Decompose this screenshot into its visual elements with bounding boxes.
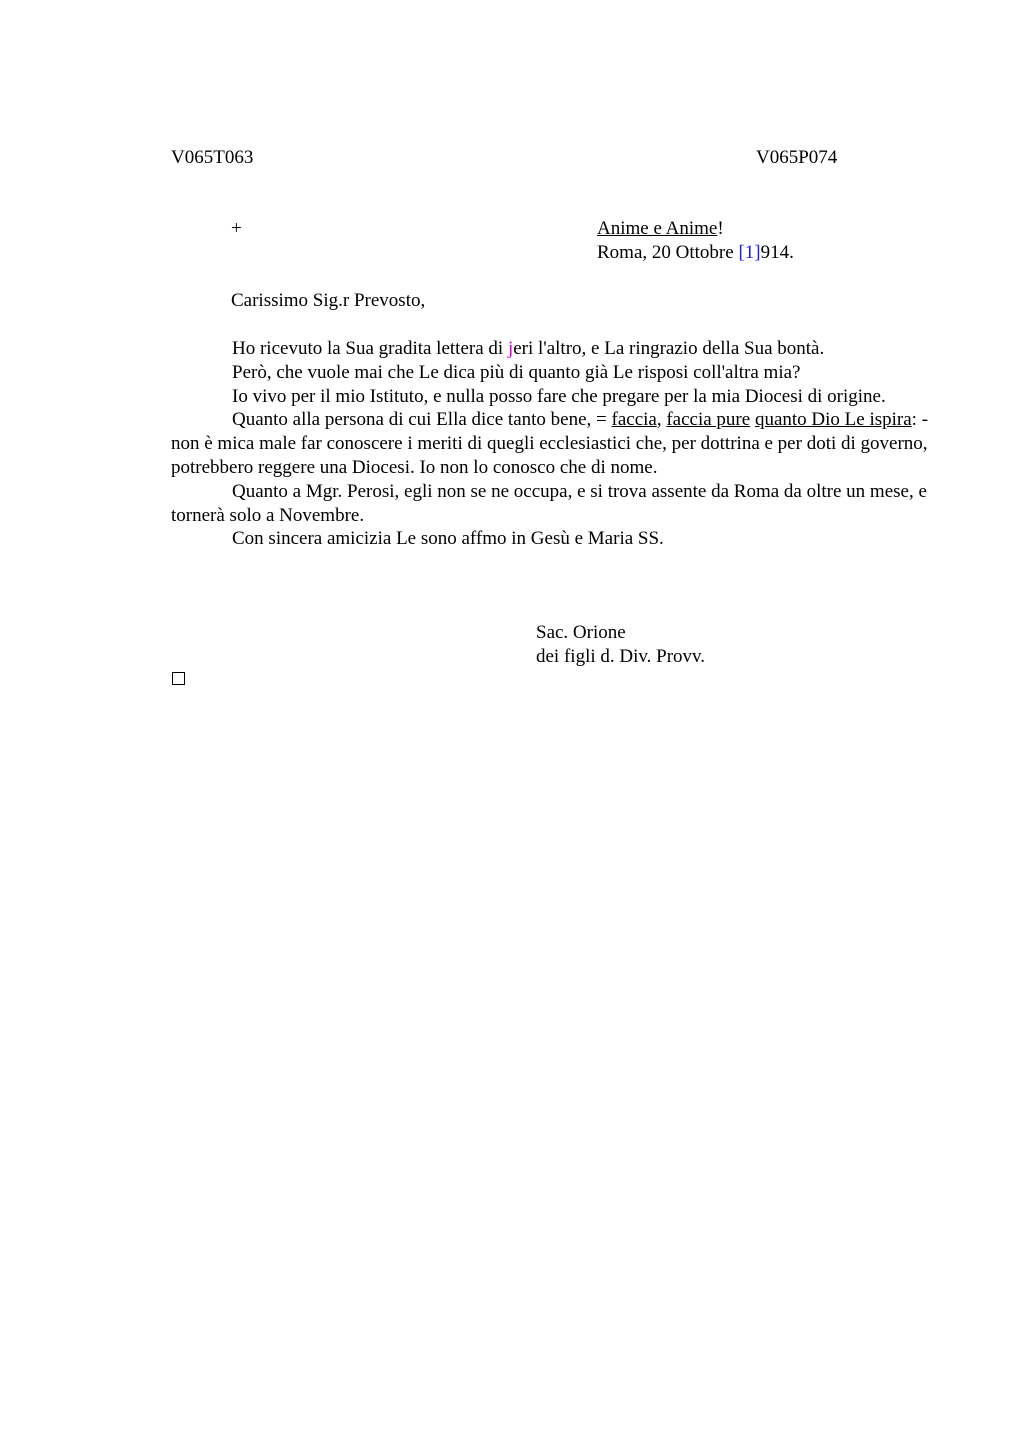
date-year-rest: 914. xyxy=(760,242,794,263)
paragraph-1 xyxy=(171,337,931,361)
motto xyxy=(597,217,724,241)
motto-underlined: Anime e Anime xyxy=(597,218,718,239)
signature-name: Sac. Orione xyxy=(536,622,626,643)
editor-bracket-open: [ xyxy=(738,242,745,263)
letter-body xyxy=(171,337,931,551)
paragraph-3: Io vivo per il mio Istituto, e nulla posso fare che pregare per la mia Diocesi di origine. xyxy=(232,385,886,407)
paragraph-4 xyxy=(171,408,931,479)
p1-text-a: Ho ricevuto la Sua gradita lettera di xyxy=(232,338,508,359)
document-code-right: V065P074 xyxy=(756,147,838,168)
signature-title: dei figli d. Div. Provv. xyxy=(536,646,706,667)
square-marker-icon xyxy=(172,672,185,685)
editor-bracket-close: ] xyxy=(754,242,761,263)
p4-underline-1: faccia xyxy=(611,409,657,431)
p1-highlight-j: j xyxy=(507,338,514,359)
p4-text-b: : - non è mica male far conoscere i meriti di quegli ecclesiastici che, per dottrina e per doti di governo, potrebbero reggere una Diocesi. Io non lo conosco che di nome. xyxy=(171,409,929,478)
editor-bracket-digit: 1 xyxy=(744,242,755,263)
p4-underline-3: quanto Dio Le ispira xyxy=(754,409,912,431)
salutation: Carissimo Sig.r Prevosto, xyxy=(231,290,426,311)
paragraph-2: Però, che vuole mai che Le dica più di quanto già Le risposi coll'altra mia? xyxy=(232,361,801,383)
date-place: Roma, 20 Ottobre xyxy=(597,242,739,263)
document-code-left: V065T063 xyxy=(171,147,254,168)
dateline xyxy=(597,241,794,265)
paragraph-6: Con sincera amicizia Le sono affmo in Gesù e Maria SS. xyxy=(232,528,664,550)
paragraph-5: Quanto a Mgr. Perosi, egli non se ne occupa, e si trova assente da Roma da oltre un mese, e tornerà solo a Novembre. xyxy=(171,480,927,526)
cross-mark: + xyxy=(231,218,242,239)
p4-comma: , xyxy=(656,409,667,431)
p4-underline-2: faccia pure xyxy=(666,409,751,431)
p1-text-b: eri l'altro, e La ringrazio della Sua bontà. xyxy=(513,338,825,359)
p4-text-a: Quanto alla persona di cui Ella dice tanto bene, = xyxy=(232,409,612,431)
motto-tail: ! xyxy=(717,218,724,239)
